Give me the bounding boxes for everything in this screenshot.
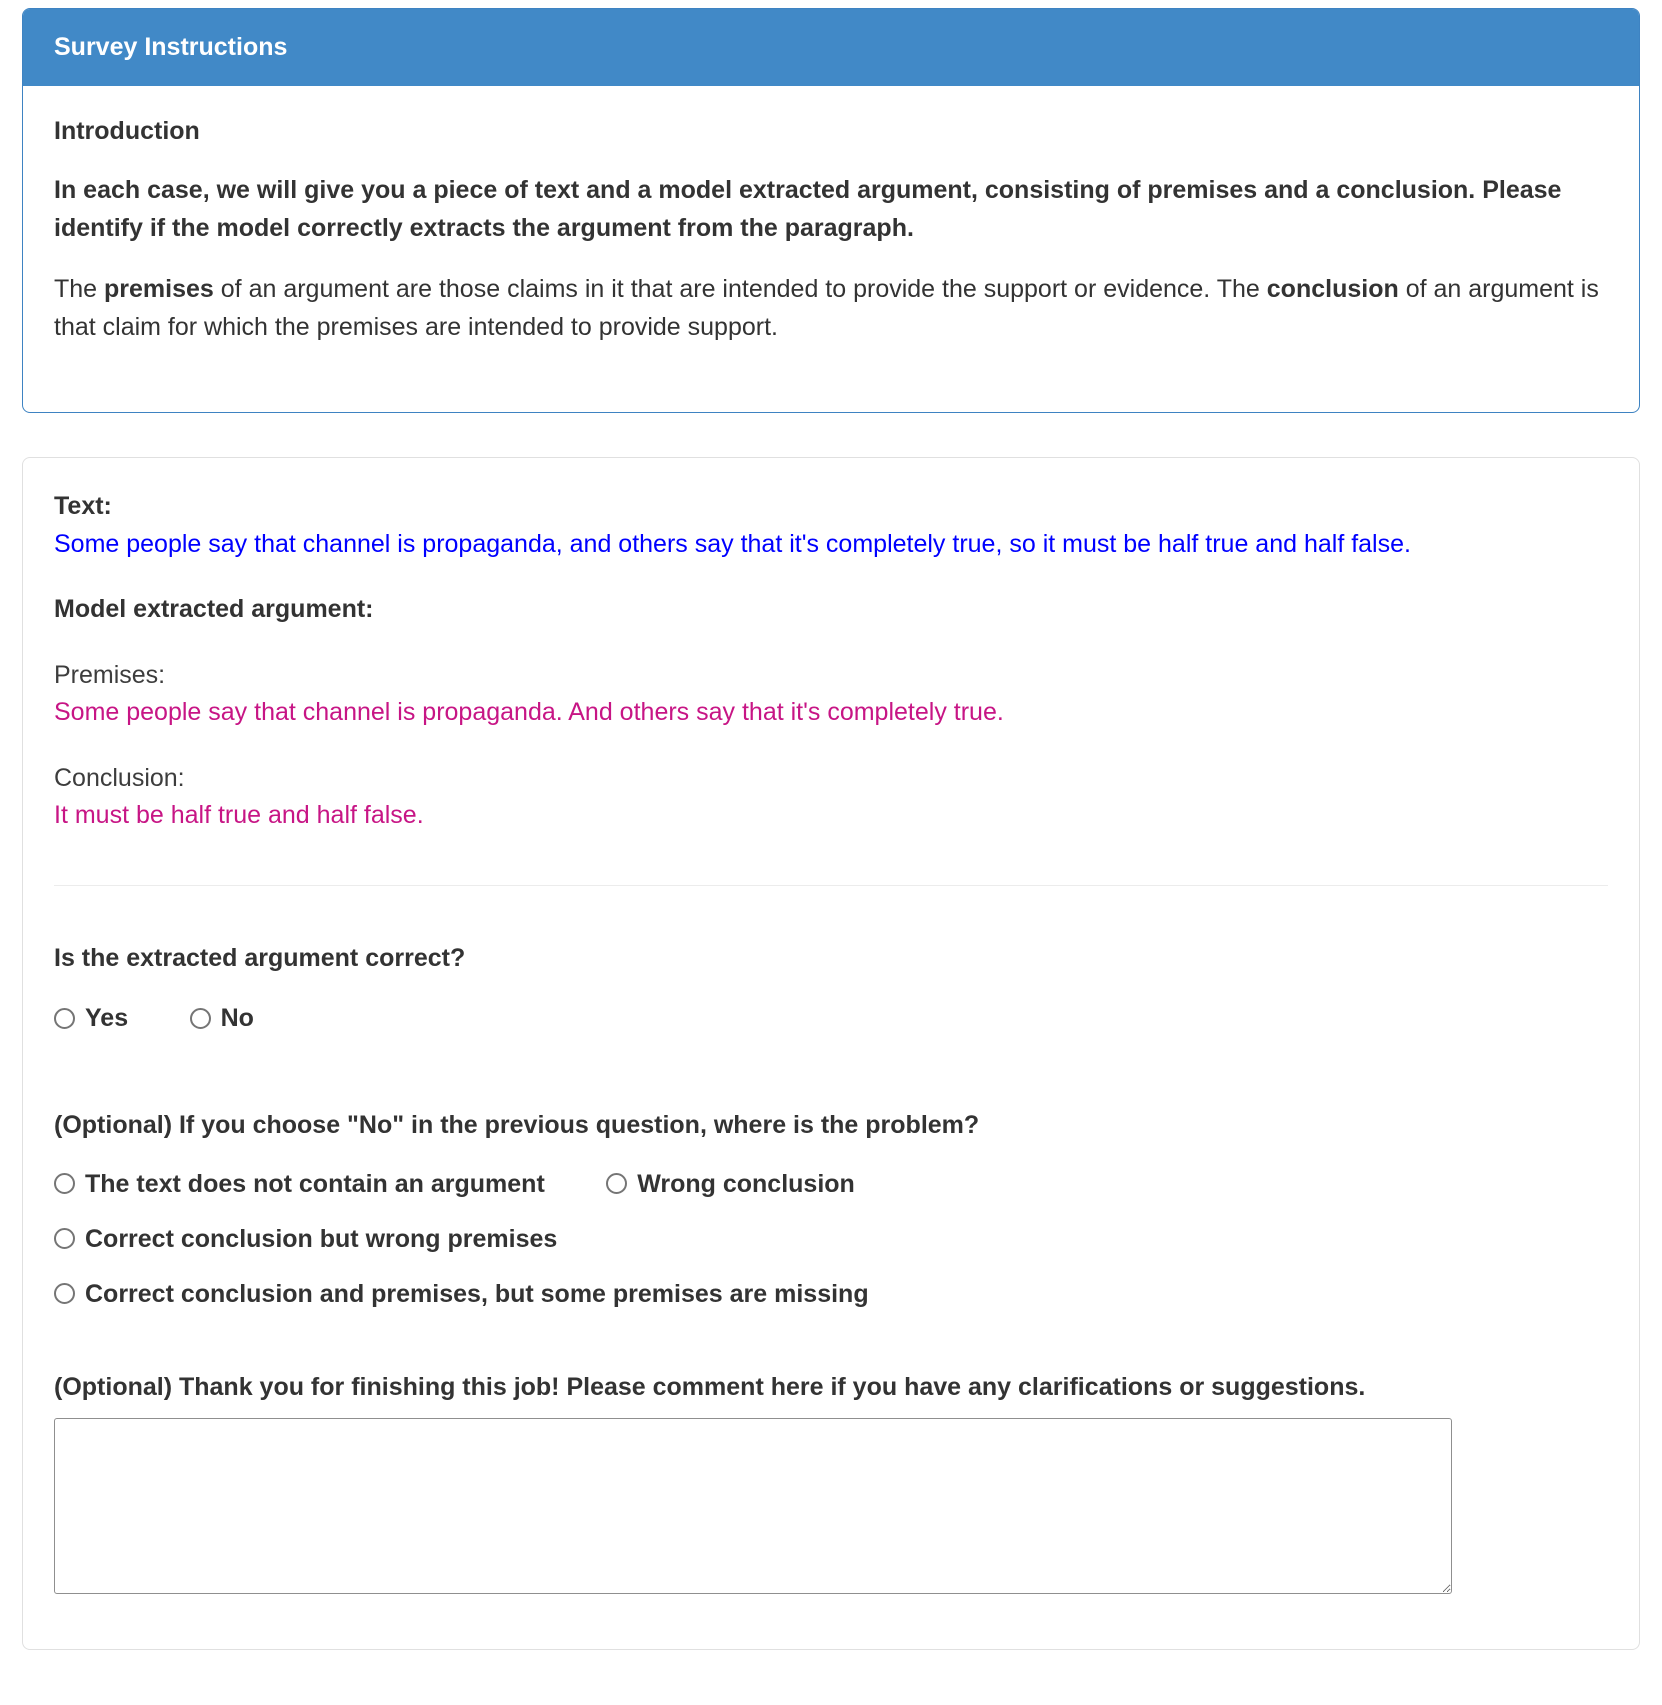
question-problem-row-2 [54,1224,1608,1254]
instructions-panel-body [23,86,1639,412]
question-problem-label: (Optional) If you choose "No" in the previous question, where is the problem? [54,1111,980,1139]
conclusion-value: It must be half true and half false. [54,801,424,829]
instructions-panel-header [23,9,1639,86]
option-no-argument-label: The text does not contain an argument [85,1169,545,1198]
section-divider [54,885,1608,886]
source-text-block [54,488,1608,563]
option-no[interactable] [190,1003,254,1033]
option-yes-label: Yes [85,1004,129,1032]
option-no-argument[interactable] [54,1169,545,1199]
instructions-panel [22,8,1640,413]
question-correct-label: Is the extracted argument correct? [54,943,466,972]
option-no-label: No [220,1004,254,1032]
comment-textarea[interactable] [54,1418,1452,1594]
comment-label: (Optional) Thank you for finishing this job! Please comment here if you have any clarifications or suggestions. [54,1372,1366,1401]
task-panel [22,457,1640,1650]
introduction-heading: Introduction [54,117,200,145]
radio-no-argument[interactable] [54,1173,75,1194]
instructions-title: Survey Instructions [54,33,288,61]
instructions-paragraph-1: In each case, we will give you a piece of text and a model extracted argument, consisting of premises and a conclusion. Please identify if the model correctly extracts the argument from the paragraph. [54,176,1562,242]
option-wrong-premises[interactable] [54,1224,557,1254]
radio-wrong-premises[interactable] [54,1228,75,1249]
radio-yes[interactable] [54,1008,75,1029]
paragraph2-part2: of an argument are those claims in it that are intended to provide the support or evidence. The [213,275,1267,303]
option-missing-premises[interactable] [54,1279,869,1309]
paragraph2-bold-conclusion: conclusion [1266,275,1399,303]
paragraph2-part1: The [54,275,105,303]
conclusion-block [54,760,1608,835]
question-correct-options [54,1003,1608,1033]
model-extracted-argument-heading: Model extracted argument: [54,595,374,623]
radio-no[interactable] [190,1008,211,1029]
option-wrong-conclusion-label: Wrong conclusion [637,1169,855,1198]
option-wrong-premises-label: Correct conclusion but wrong premises [85,1224,558,1253]
conclusion-label: Conclusion: [54,763,185,792]
instructions-paragraph-2 [54,271,1608,346]
option-missing-premises-label: Correct conclusion and premises, but some premises are missing [85,1279,869,1308]
option-wrong-conclusion[interactable] [606,1169,855,1199]
radio-missing-premises[interactable] [54,1283,75,1304]
paragraph2-bold-premises: premises [104,275,214,303]
source-text-value: Some people say that channel is propaganda, and others say that it's completely true, so it must be half true and half false. [54,529,1411,558]
question-problem-row-1 [54,1169,1608,1199]
radio-wrong-conclusion[interactable] [606,1173,627,1194]
text-label: Text: [54,492,112,520]
premises-block [54,657,1608,732]
question-problem-row-3 [54,1279,1608,1309]
premises-value: Some people say that channel is propaganda. And others say that it's completely true. [54,698,1004,726]
paragraph2-part3: of an argument is that claim for which the premises are intended to provide support. [54,275,1599,341]
option-yes[interactable] [54,1003,128,1033]
premises-label: Premises: [54,660,166,689]
